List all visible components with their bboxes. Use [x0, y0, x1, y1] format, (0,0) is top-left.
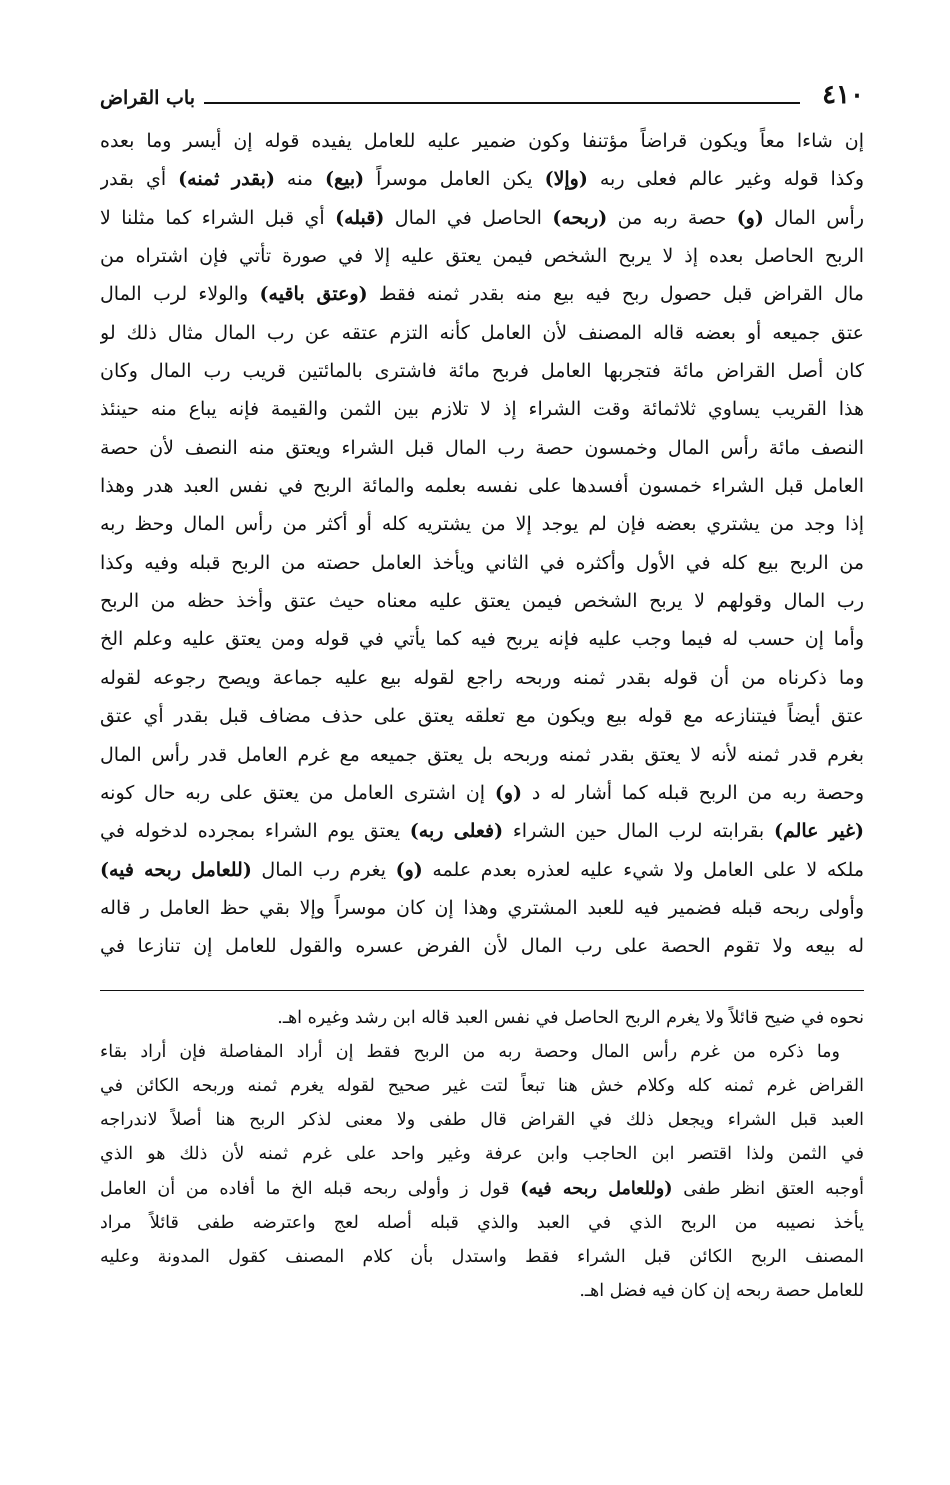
- text-run: وكذا قوله وغير عالم فعلى ربه: [587, 168, 864, 191]
- text-line: [100, 544, 864, 582]
- text-run: إن شاءا معاً ويكون قراضاً مؤتنفا وكون ضمير عليه للعامل يفيده قوله إن أيسر وما بعده: [100, 130, 864, 152]
- footnotes: [100, 1001, 864, 1309]
- text-run: نحوه في ضيح قائلاً ولا يغرم الربح الحاصل في نفس العبد قاله ابن رشد وغيره اهـ.: [277, 1007, 864, 1028]
- text-line: [100, 851, 864, 889]
- text-run: يأخذ نصيبه من الربح الذي في العبد والذي قبله أصله لعج واعترضه طفى قائلاً مراد: [100, 1212, 864, 1233]
- text-run: من الربح بيع كله في الأول وأكثره في الثاني ويأخذ العامل حصته من الربح قبله وفيه وكذا: [100, 551, 864, 574]
- text-run: منه: [274, 168, 326, 191]
- text-run: بقرابته لرب المال حين الشراء: [503, 820, 774, 843]
- footnote-line: [100, 1103, 864, 1137]
- text-run: قول ز وأولى ربحه قبله الخ ما أفاده من أن العامل: [100, 1178, 521, 1199]
- text-run: حصة ربه من: [607, 206, 737, 229]
- page-header: [100, 78, 864, 112]
- bold-term: (بيع): [325, 168, 365, 191]
- text-line: [100, 122, 864, 160]
- text-line: [100, 390, 864, 428]
- text-line: [100, 736, 864, 774]
- footnote-separator: [100, 990, 864, 991]
- text-line: [100, 314, 864, 352]
- text-run: النصف مائة رأس المال وخمسون حصة رب المال قبل الشراء ويعتق منه النصف لأن حصة: [100, 436, 864, 459]
- text-line: [100, 582, 864, 620]
- text-line: [100, 160, 864, 198]
- header-rule: [204, 102, 800, 104]
- bold-term: (قبله): [335, 206, 385, 229]
- text-run: كان أصل القراض مائة فتجربها العامل فربح مائة فاشترى بالمائتين قريب رب المال وكان: [100, 360, 864, 383]
- bold-term: (و): [395, 858, 423, 881]
- text-line: [100, 429, 864, 467]
- text-run: عتق أيضاً فيتنازعه مع قوله بيع ويكون مع تعلقه يعتق على حذف مضاف قبل بقدر أي عتق: [100, 705, 864, 728]
- text-run: يعتق يوم الشراء بمجرده لدخوله في: [100, 820, 410, 843]
- bold-term: (وإلا): [544, 168, 588, 191]
- running-title: باب القراض: [100, 87, 195, 109]
- text-line: [100, 352, 864, 390]
- book-page: [100, 78, 864, 1308]
- text-line: [100, 774, 864, 812]
- text-line: [100, 199, 864, 237]
- bold-term: (و): [494, 781, 523, 804]
- text-line: [100, 659, 864, 697]
- footnote-line: [100, 1274, 864, 1308]
- text-run: وما ذكرناه من أن قوله بقدر ثمنه وربحه راجع لقوله بيع عليه جماعة ويصح رجوعه لقوله: [100, 666, 864, 689]
- text-run: مال القراض قبل حصول ربح فيه بيع منه بقدر ثمنه فقط: [367, 283, 864, 306]
- page-number: ٤١٠: [822, 80, 864, 110]
- main-text: [100, 122, 864, 966]
- footnote-line: [100, 1035, 864, 1069]
- text-line: [100, 237, 864, 275]
- text-line: [100, 467, 864, 505]
- text-run: العامل قبل الشراء خمسون أفسدها على نفسه بعلمه والمائة الربح في نفس العبد هدر وهذا: [100, 475, 864, 498]
- bold-term: (ربحه): [552, 206, 608, 229]
- text-line: [100, 275, 864, 313]
- footnote-line: [100, 1206, 864, 1240]
- text-run: يغرم رب المال: [251, 858, 396, 881]
- text-line: [100, 927, 864, 965]
- bold-term: (وعتق باقيه): [259, 283, 368, 306]
- bold-term: (و): [736, 206, 764, 229]
- text-run: إن اشترى العامل من يعتق على ربه حال كونه: [100, 781, 495, 804]
- footnote-line: [100, 1001, 864, 1035]
- text-run: رأس المال: [763, 206, 864, 229]
- footnote-line: [100, 1172, 864, 1206]
- bold-term: (فعلى ربه): [409, 820, 504, 843]
- bold-term: (بقدر ثمنه): [178, 168, 275, 191]
- text-run: وحصة ربه من الربح قبله كما أشار له د: [522, 781, 864, 804]
- text-run: وما ذكره من غرم رأس المال وحصة ربه من الربح فقط إن أراد المفاصلة فإن أراد بقاء: [100, 1041, 840, 1062]
- text-run: للعامل حصة ربحه إن كان فيه فضل اهـ.: [579, 1281, 864, 1302]
- text-run: أي قبل الشراء كما مثلنا لا: [100, 206, 336, 229]
- text-run: عتق جميعه أو بعضه قاله المصنف لأن العامل كأنه التزم عتقه عن رب المال مثال ذلك لو: [100, 321, 864, 344]
- text-run: أي بقدر: [100, 168, 179, 191]
- text-run: وأولى ربحه قبله فضمير فيه للعبد المشتري وهذا إن كان موسراً وإلا بقي حظ العامل ر قاله: [100, 896, 864, 919]
- text-line: [100, 620, 864, 658]
- text-run: يكن العامل موسراً: [364, 168, 545, 191]
- footnote-line: [100, 1240, 864, 1274]
- footnote-line: [100, 1137, 864, 1171]
- text-run: رب المال وقولهم لا يربح الشخص فيمن يعتق عليه معناه حيث عتق وأخذ حظه من الربح: [100, 590, 864, 613]
- text-line: [100, 505, 864, 543]
- text-run: له بيعه ولا تقوم الحصة على رب المال لأن الفرض عسره والقول للعامل إن تنازعا في: [100, 935, 864, 958]
- text-run: العبد قبل الشراء ويجعل ذلك في القراض قال طفى ولا معنى لذكر الربح هنا أصلاً لاندراجه: [100, 1110, 864, 1131]
- text-run: هذا القريب يساوي ثلاثمائة وقت الشراء إذ لا تلازم بين الثمن والقيمة فإنه يباع منه حينئذ: [100, 398, 864, 421]
- bold-term: (للعامل ربحه فيه): [100, 858, 252, 881]
- text-line: [100, 812, 864, 850]
- text-run: وأما إن حسب له فيما وجب عليه فإنه يربح فيه كما يأتي في قوله ومن يعتق عليه وعلم الخ: [100, 628, 864, 651]
- bold-term: (غير عالم): [773, 820, 864, 843]
- bold-term: (وللعامل ربحه فيه): [520, 1178, 673, 1199]
- text-line: [100, 889, 864, 927]
- text-run: والولاء لرب المال: [100, 283, 260, 306]
- text-run: بغرم قدر ثمنه لأنه لا يعتق بقدر ثمنه وربحه بل يعتق جميعه مع غرم العامل قدر رأس المال: [100, 743, 864, 766]
- text-run: المصنف الربح الكائن قبل الشراء فقط واستدل بأن كلام المصنف كقول المدونة وعليه: [100, 1246, 864, 1267]
- footnote-line: [100, 1069, 864, 1103]
- text-run: في الثمن ولذا اقتصر ابن الحاجب وابن عرفة وغير واحد على غرم ثمنه لأن ذلك هو الذي: [100, 1144, 864, 1165]
- text-line: [100, 697, 864, 735]
- text-run: الحاصل في المال: [384, 206, 553, 229]
- text-run: القراض غرم ثمنه كله وكلام خش هنا تبعاً لتت غير صحيح لقوله يغرم ثمنه وربحه الكائن في: [100, 1075, 864, 1096]
- text-run: أوجبه العتق انظر طفى: [672, 1178, 864, 1199]
- text-run: الربح الحاصل بعده إذ لا يربح الشخص فيمن يعتق عليه إلا في صورة تأتي فإن اشتراه من: [100, 245, 864, 268]
- text-run: إذا وجد من يشتري بعضه فإن لم يوجد إلا من يشتريه كله أو أكثر من رأس المال وحظ ربه: [100, 513, 864, 536]
- text-run: ملكه لا على العامل ولا شيء عليه لعذره بعدم علمه: [422, 858, 864, 881]
